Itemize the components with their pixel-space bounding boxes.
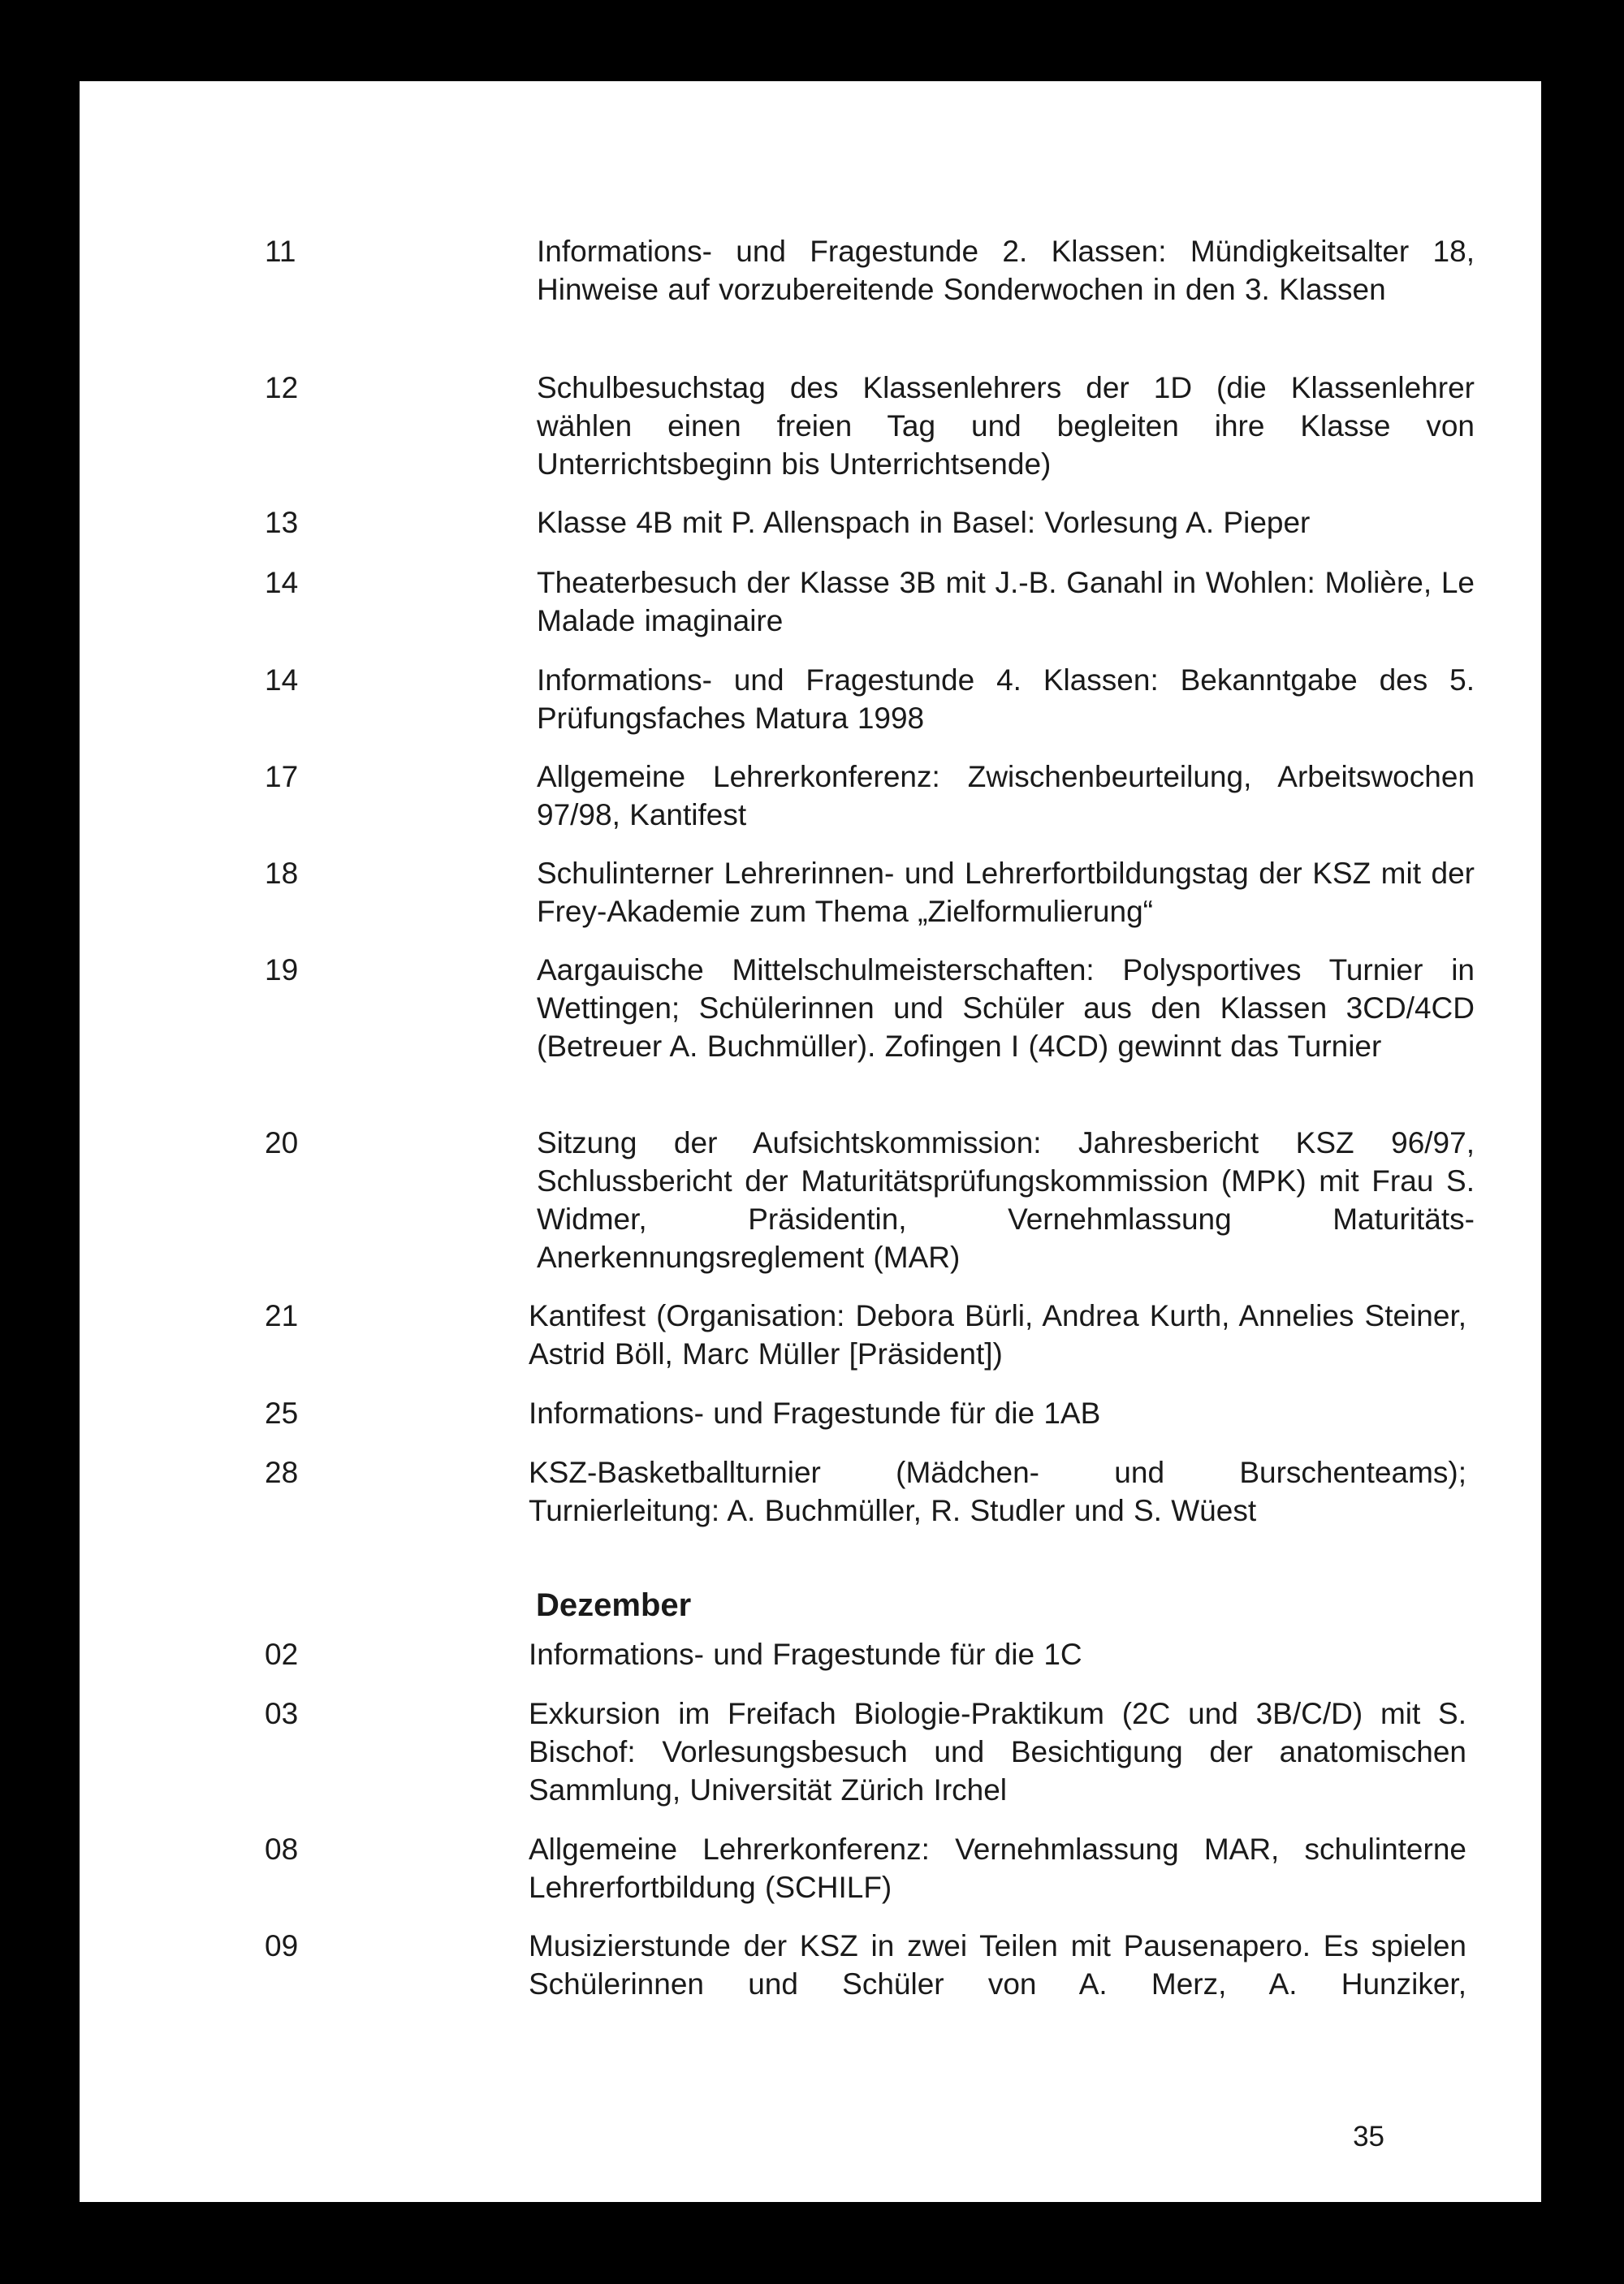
entry-day: 09 xyxy=(265,1929,299,1962)
entry-day: 18 xyxy=(265,857,299,890)
entry-text: Sitzung der Aufsichtskommission: Jahresbericht KSZ 96/97, Schlussbericht der Maturitätsprüfungskommission (MPK) mit Frau S. Widmer, Präsidentin, Vernehmlassung Maturitäts-Anerkennungsreglement (MAR) xyxy=(537,1126,1475,1274)
document-page xyxy=(80,81,1541,2202)
entry-text: Allgemeine Lehrerkonferenz: Vernehmlassung MAR, schulinterne Lehrerfortbildung (SCHILF) xyxy=(529,1833,1466,1904)
chronicle-entry xyxy=(80,503,1541,539)
entry-day: 11 xyxy=(265,235,296,268)
entry-text: Informations- und Fragestunde 4. Klassen: Bekanntgabe des 5. Prüfungsfaches Matura 1998 xyxy=(537,663,1475,735)
month-heading: Dezember xyxy=(536,1587,692,1623)
chronicle-entry xyxy=(80,661,1541,735)
chronicle-entry xyxy=(80,1635,1541,1671)
entry-day: 28 xyxy=(265,1456,299,1489)
entry-text: Kantifest (Organisation: Debora Bürli, Andrea Kurth, Annelies Steiner, Astrid Böll, Marc Müller [Präsident]) xyxy=(529,1299,1466,1371)
entry-text: Informations- und Fragestunde für die 1AB xyxy=(529,1397,1101,1430)
entry-day: 03 xyxy=(265,1697,299,1730)
entry-day: 17 xyxy=(265,760,299,793)
entry-text: Exkursion im Freifach Biologie-Praktikum (2C und 3B/C/D) mit S. Bischof: Vorlesungsbesuch und Besichtigung der anatomischen Sammlung, Universität Zürich Irchel xyxy=(529,1697,1466,1807)
entry-text: Klasse 4B mit P. Allenspach in Basel: Vorlesung A. Pieper xyxy=(537,506,1311,539)
entry-day: 02 xyxy=(265,1638,299,1671)
chronicle-entry xyxy=(80,1394,1541,1430)
entry-text: Schulinterner Lehrerinnen- und Lehrerfortbildungstag der KSZ mit der Frey-Akademie zum Thema „Zielformulierung“ xyxy=(537,857,1475,928)
entry-day: 08 xyxy=(265,1833,299,1866)
entry-text: Musizierstunde der KSZ in zwei Teilen mit Pausenapero. Es spielen Schülerinnen und Schüler von A. Merz, A. Hunziker, xyxy=(529,1929,1466,2001)
entry-text: Theaterbesuch der Klasse 3B mit J.-B. Ganahl in Wohlen: Molière, Le Malade imaginaire xyxy=(537,566,1475,637)
entry-text: Informations- und Fragestunde 2. Klassen: Mündigkeitsalter 18, Hinweise auf vorzubereitende Sonderwochen in den 3. Klassen xyxy=(537,235,1475,306)
entry-text: Schulbesuchstag des Klassenlehrers der 1D (die Klassenlehrer wählen einen freien Tag und begleiten ihre Klasse von Unterrichtsbeginn bis Unterrichtsende) xyxy=(537,371,1475,481)
entry-text: Allgemeine Lehrerkonferenz: Zwischenbeurteilung, Arbeitswochen 97/98, Kantifest xyxy=(537,760,1475,831)
chronicle-entry xyxy=(80,1830,1541,1904)
chronicle-entry xyxy=(80,232,1541,306)
entry-day: 14 xyxy=(265,663,299,697)
chronicle-entry xyxy=(80,1927,1541,2001)
entry-text: Aargauische Mittelschulmeisterschaften: Polysportives Turnier in Wettingen; Schülerinnen und Schüler aus den Klassen 3CD/4CD (Betreuer A. Buchmüller). Zofingen I (4CD) gewinnt das Turnier xyxy=(537,953,1475,1063)
chronicle-entry xyxy=(80,563,1541,637)
entry-text: KSZ-Basketballturnier (Mädchen- und Burschenteams); Turnierleitung: A. Buchmüller, R. Studler und S. Wüest xyxy=(529,1456,1466,1527)
chronicle-entry xyxy=(80,1453,1541,1527)
chronicle-entry xyxy=(80,1124,1541,1274)
entry-day: 14 xyxy=(265,566,299,599)
chronicle-entry xyxy=(80,951,1541,1063)
entry-day: 25 xyxy=(265,1397,299,1430)
entry-day: 12 xyxy=(265,371,299,404)
chronicle-entry xyxy=(80,854,1541,928)
entry-text: Informations- und Fragestunde für die 1C xyxy=(529,1638,1082,1671)
page-number: 35 xyxy=(1353,2121,1384,2152)
entry-day: 21 xyxy=(265,1299,299,1332)
entry-day: 13 xyxy=(265,506,299,539)
entry-day: 20 xyxy=(265,1126,299,1159)
entry-day: 19 xyxy=(265,953,299,987)
